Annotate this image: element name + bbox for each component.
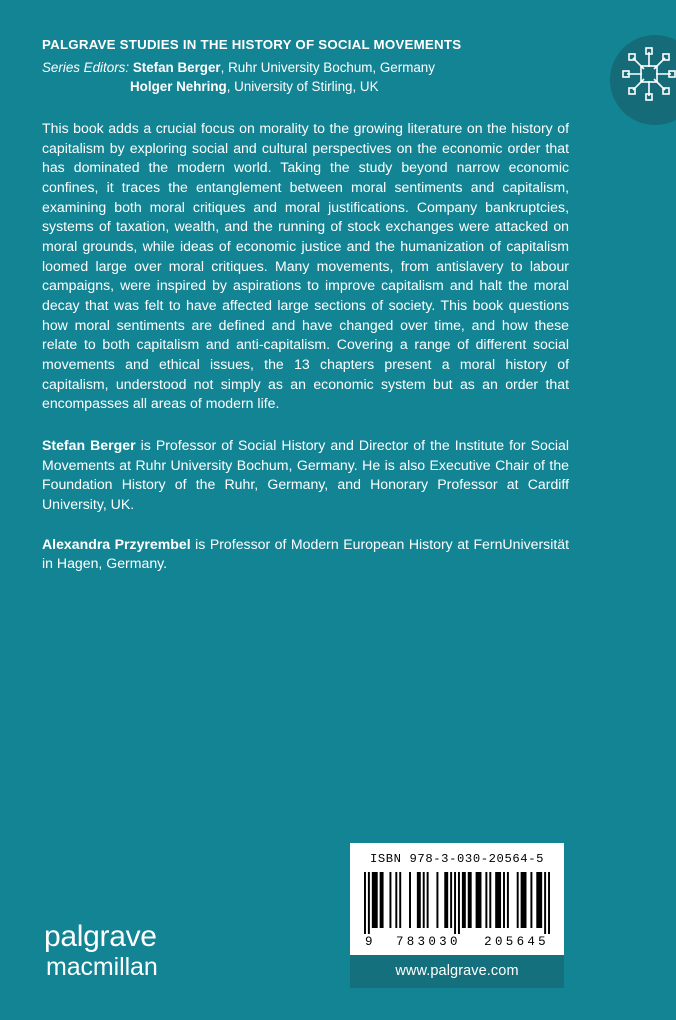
author-name-1: Stefan Berger (42, 437, 136, 453)
barcode-digits-right: 205645 (484, 935, 549, 949)
author-bio-text-2: is Professor of Modern European History at FernUniversität in Hagen, Germany. (42, 535, 570, 572)
barcode-bars (364, 872, 550, 934)
publisher-logo (44, 922, 224, 980)
series-editor-affiliation-2: , University of Stirling, UK (226, 78, 379, 94)
barcode-digits (364, 935, 550, 949)
author-name-2: Alexandra Przyrembel (42, 535, 191, 552)
publisher-website[interactable]: www.palgrave.com (395, 963, 519, 979)
book-description: This book adds a crucial focus on morality to the growing literature on the history of capitalism by exploring social and cultural perspectives on the economic order that has dominated the modern world. Taking the study beyond narrow economic confines, it traces the entanglement between moral sentiments and capitalism, examining both moral critiques and moral justifications. Company bankruptcies, systems of taxation, wealth, and the running of stock exchanges were attacked on moral grounds, while ideas of economic justice and the humanization of capitalism loomed large over moral critiques. Many movements, from antislavery to labour campaigns, were inspired by aspirations to improve capitalism and halt the moral decay that was felt to have affected large sections of society. This book questions how moral sentiments are defined and have changed over time, and how these relate to both capitalism and anti-capitalism. Covering a range of different social movements and ethical issues, the 13 chapters present a moral history of capitalism, understood not simply as an economic system but as an order that encompasses all areas of modern life. (42, 120, 569, 412)
barcode-area (350, 843, 564, 955)
network-nodes-icon (618, 43, 676, 105)
series-editors-label: Series Editors: (42, 59, 130, 75)
series-editor-name-1: Stefan Berger (132, 59, 221, 75)
series-title: PALGRAVE STUDIES IN THE HISTORY OF SOCIAL MOVEMENTS (42, 37, 462, 52)
author-bio-text-1: is Professor of Social History and Director of the Institute for Social Movements at Ruhr University Bochum, Germany. He is also Executive Chair of the Foundation History of the Ruhr, Germany, and Honorary Professor at Cardiff University, UK. (42, 437, 570, 512)
barcode-digit-lead: 9 (365, 935, 373, 949)
publisher-website-band[interactable] (350, 955, 564, 988)
publisher-logo-line1: palgrave (44, 920, 157, 953)
author-bios (42, 436, 569, 574)
author-bio-2 (42, 535, 569, 574)
series-header (42, 36, 582, 96)
series-editors (42, 58, 582, 97)
author-bio-1 (42, 436, 569, 515)
series-editor-row-1 (42, 58, 582, 77)
isbn-label: ISBN 978-3-030-20564-5 (369, 852, 545, 866)
series-editor-affiliation-1: , Ruhr University Bochum, Germany (220, 59, 435, 75)
series-badge (610, 35, 676, 125)
series-editor-name-2: Holger Nehring (130, 78, 227, 94)
barcode-digits-left: 783030 (395, 935, 461, 949)
series-editor-row-2 (42, 77, 582, 96)
publisher-logo-line2: macmillan (46, 953, 158, 981)
barcode-block (350, 843, 564, 988)
